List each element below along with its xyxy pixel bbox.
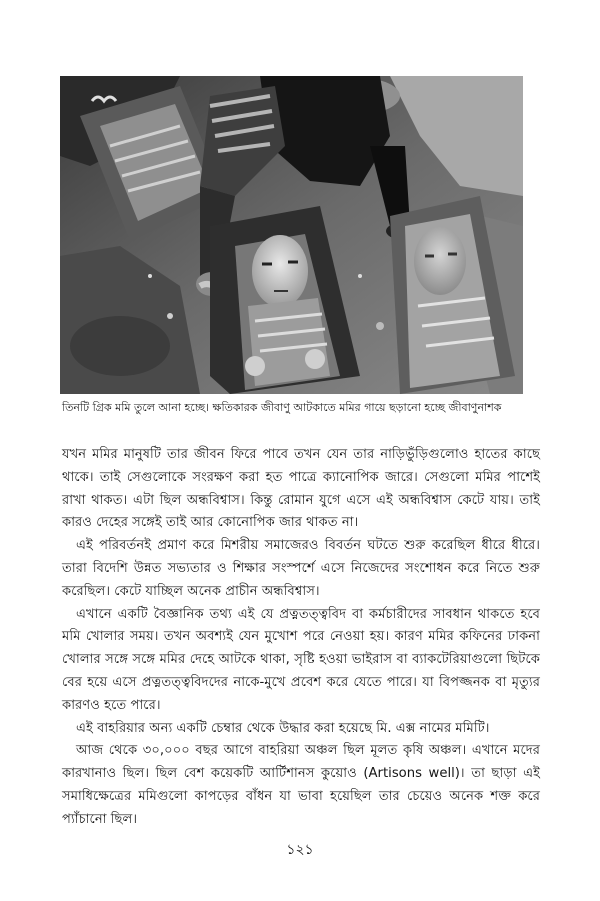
paragraph-5: আজ থেকে ৩০,০০০ বছর আগে বাহরিয়া অঞ্চল ছিল মূলত কৃষি অঞ্চল। এখানে মদের কারখানাও ছিল। ছিল বেশ কয়েকটি আর্টিশানস কুয়োও (Artisons well)। তা ছাড়া এই সমাধিক্ষেত্রের মমিগুলো কাপড়ের বাঁধন যা ভাবা হয়েছিল তার চেয়েও অনেক শক্ত করে প্যাঁচানো ছিল। bbox=[62, 743, 540, 827]
figure-caption: তিনটি গ্রিক মমি তুলে আনা হচ্ছে। ক্ষতিকারক জীবাণু আটকাতে মমির গায়ে ছড়ানো হচ্ছে জীবাণুনাশক bbox=[62, 401, 502, 414]
body-text bbox=[62, 444, 540, 832]
mummy-excavation-photo bbox=[60, 76, 523, 394]
paragraph-4: এই বাহরিয়ার অন্য একটি চেম্বার থেকে উদ্ধার করা হয়েছে মি. এক্স নামের মমিটি। bbox=[76, 720, 490, 736]
paragraph-3: এখানে একটি বৈজ্ঞানিক তথ্য এই যে প্রত্নতত্ত্ববিদ বা কর্মচারীদের সাবধান থাকতে হবে মমি খোলার সময়। তখন অবশ্যই যেন মুখোশ পরে নেওয়া হয়। কারণ মমির কফিনের ঢাকনা খোলার সঙ্গে সঙ্গে মমির দেহে আটকে থাকা, সৃষ্টি হওয়া ভাইরাস বা ব্যাকটেরিয়াগুলো ছিটকে বের হয়ে এসে প্রত্নতত্ত্ববিদদের নাকে-মুখে প্রবেশ করে যেতে পারে। যা বিপজ্জনক বা মৃত্যুর কারণও হতে পারে। bbox=[62, 606, 540, 713]
paragraph-1: যখন মমির মানুষটি তার জীবন ফিরে পাবে তখন যেন তার নাড়িভুঁড়িগুলোও হাতের কাছে থাকে। তাই সেগুলোকে সংরক্ষণ করা হত পাত্রে ক্যানোপিক জারে। সেগুলো মমির পাশেই রাখা থাকত। এটা ছিল অন্ধবিশ্বাস। কিন্তু রোমান যুগে এসে এই অন্ধবিশ্বাস কেটে যায়। তাই কারও দেহের সঙ্গেই তাই আর কোনোপিক জার থাকত না। bbox=[62, 447, 540, 531]
paragraph-2: এই পরিবর্তনই প্রমাণ করে মিশরীয় সমাজেরও বিবর্তন ঘটতে শুরু করেছিল ধীরে ধীরে। তারা বিদেশি উন্নত সভ্যতার ও শিক্ষার সংস্পর্শে এসে নিজেদের সংশোধন করে নিতে শুরু করেছিল। কেটে যাচ্ছিল অনেক প্রাচীন অন্ধবিশ্বাস। bbox=[62, 538, 540, 599]
photo-illustration bbox=[60, 76, 523, 394]
page-number: ১২১ bbox=[286, 842, 314, 858]
